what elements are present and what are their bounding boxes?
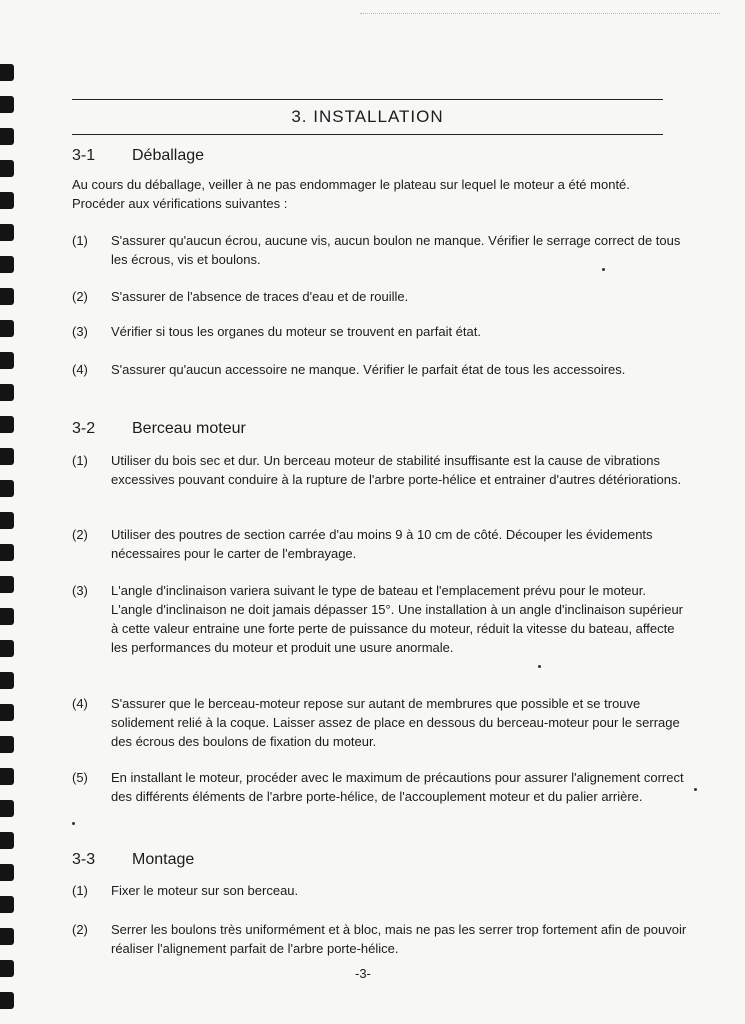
item-number: (2) (72, 527, 88, 542)
title-rule-top (72, 99, 663, 100)
item-number: (1) (72, 883, 88, 898)
title-rule-bottom (72, 134, 663, 135)
section-number: 3-3 (72, 851, 96, 868)
section-title: Montage (132, 851, 195, 868)
section-heading-3-3 (72, 851, 194, 869)
item-number: (3) (72, 324, 88, 339)
section-number: 3-1 (72, 147, 96, 164)
item-number: (4) (72, 362, 88, 377)
section-heading-3-1 (72, 147, 204, 165)
item-number: (4) (72, 696, 88, 711)
section-title: Berceau moteur (132, 420, 246, 437)
item-text: Serrer les boulons très uniformément et à bloc, mais ne pas les serrer trop fortement afin de pouvoir réaliser l'alignement parfait de l'arbre porte-hélice. (111, 922, 687, 956)
scan-speck (72, 822, 75, 825)
scan-speck (694, 788, 697, 791)
page-title: 3. INSTALLATION (291, 107, 444, 126)
item-text: Utiliser des poutres de section carrée d'au moins 9 à 10 cm de côté. Découper les évidements nécessaires pour le carter de l'embrayage. (111, 527, 653, 561)
item-text: Fixer le moteur sur son berceau. (111, 883, 299, 898)
item-number: (3) (72, 583, 88, 598)
item-number: (2) (72, 289, 88, 304)
item-text: L'angle d'inclinaison variera suivant le type de bateau et l'emplacement prévu pour le moteur. L'angle d'inclinaison ne doit jamais dépasser 15°. Une installation à un angle d'inclinaison supérieur à cette valeur entraine une forte perte de puissance du moteur, réduit la vitesse du bateau, affecte les performances du moteur et produit une usure anormale. (111, 583, 684, 655)
item-text: S'assurer que le berceau-moteur repose sur autant de membrures que possible et se trouve solidement relié à la coque. Laisser assez de place en dessous du berceau-moteur pour le serrage des écrous des boulons de fixation du moteur. (111, 696, 680, 749)
item-text: Vérifier si tous les organes du moteur se trouvent en parfait état. (111, 324, 481, 339)
section-number: 3-2 (72, 420, 96, 437)
spiral-binding (0, 0, 22, 1024)
section-heading-3-2 (72, 420, 246, 438)
scan-artifact-line (360, 13, 720, 17)
item-number: (1) (72, 233, 88, 248)
item-text: Utiliser du bois sec et dur. Un berceau moteur de stabilité insuffisante est la cause de vibrations excessives pouvant conduire à la rupture de l'arbre porte-hélice et entrainer d'autres détériorations. (111, 453, 682, 487)
section-title: Déballage (132, 147, 205, 164)
scan-speck (538, 665, 541, 668)
item-number: (2) (72, 922, 88, 937)
scan-speck (602, 268, 605, 271)
item-text: S'assurer qu'aucun accessoire ne manque. Vérifier le parfait état de tous les accessoires. (111, 362, 626, 377)
item-number: (5) (72, 770, 88, 785)
item-text: En installant le moteur, procéder avec le maximum de précautions pour assurer l'alignement correct des différents éléments de l'arbre porte-hélice, de l'accouplement moteur et du palier arrière. (111, 770, 684, 804)
item-text: S'assurer de l'absence de traces d'eau et de rouille. (111, 289, 409, 304)
section-intro: Au cours du déballage, veiller à ne pas endommager le plateau sur lequel le moteur a été monté. Procéder aux vérifications suivantes : (72, 177, 630, 211)
page-number: -3- (355, 966, 371, 981)
item-text: S'assurer qu'aucun écrou, aucune vis, aucun boulon ne manque. Vérifier le serrage correct de tous les écrous, vis et boulons. (111, 233, 681, 267)
item-number: (1) (72, 453, 88, 468)
